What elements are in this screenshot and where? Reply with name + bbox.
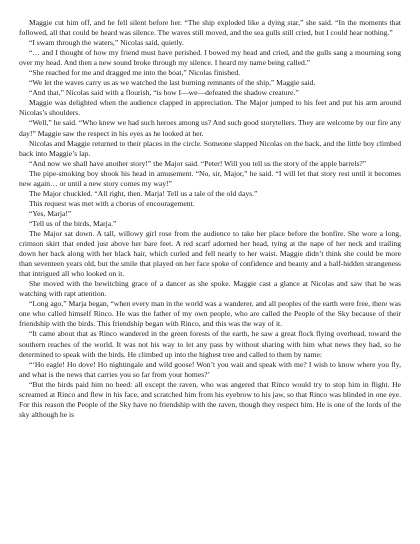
paragraph-17: She moved with the bewitching grace of a dancer as she spoke. Maggie cast a glance at Nicolas and saw that he was watching with rapt attention.: [19, 279, 401, 299]
paragraph-16: The Major sat down. A tall, willowy girl rose from the audience to take her place before the bonfire. She wore a long, crimson skirt that ended just above her bare feet. A red scarf adorned her head, tying at the nape of her neck and trailing down her back along with her black hair, which curled and fell nearly to her waist. Maggie didn’t think she could be more than seventeen years old, but the smile that played on her face spoke of confidence and beauty and a half-hidden strangeness that intrigued all who looked on it.: [19, 228, 401, 279]
paragraph-12: The Major chuckled. “All right, then. Marja! Tell us a tale of the old days.”: [29, 188, 258, 198]
paragraph-18: “Long ago,” Marja began, “when every man in the world was a wanderer, and all peoples of the earth were free, there was one who called himself Rinco. He was the father of my own people, who are called the People of the Sky because of their friendship with the birds. This friendship began with Rinco, and this was the way of it.: [19, 299, 401, 329]
paragraph-9: Nicolas and Maggie returned to their places in the circle. Someone slapped Nicolas on the back, and the little boy climbed back into Maggie’s lap.: [19, 138, 401, 158]
paragraph-6: “And that,” Nicolas said with a flourish, “is how I—we—defeated the shadow creature.”: [29, 88, 299, 98]
paragraph-5: “We let the waves carry us as we watched the last burning remnants of the ship,” Maggie said.: [29, 78, 316, 88]
paragraph-19: “It came about that as Rinco wandered in the green forests of the earth, he saw a great flock flying overhead, toward the southern reaches of the world. It was not his way to let any pass by without sharing with him what news they had, so he determined to speak with the birds. He climbed up into the highest tree and called to them by name:: [19, 329, 401, 359]
paragraph-13: This request was met with a chorus of encouragement.: [29, 198, 195, 208]
paragraph-21: “But the birds paid him no heed: all except the raven, who was angered that Rinco would try to stop him in flight. He screamed at Rinco and flew in his face, and scratched him from his eyebrow to his jaw, so that Rinco was blinded in one eye. For this reason the People of the Sky have no friendship with the raven, though they respect him. He is one of the lords of the sky although he is: [19, 379, 401, 419]
paragraph-8: “Well,” he said. “Who knew we had such heroes among us? And such good storytellers. They are welcome by our fire any day!” Maggie saw the respect in his eyes as he looked at her.: [19, 118, 401, 138]
paragraph-20: “‘Ho eagle! Ho dove! Ho nightingale and wild goose! Won’t you wait and speak with me? I wish to know where you fly, and what is the news that carries you so far from your homes?’: [19, 359, 401, 379]
paragraph-14: “Yes, Marja!”: [29, 208, 72, 218]
paragraph-10: “And now we shall have another story!” the Major said. “Peter! Will you tell us the story of the apple barrels?”: [29, 158, 367, 168]
paragraph-4: “She reached for me and dragged me into the boat,” Nicolas finished.: [29, 68, 241, 78]
paragraph-1: Maggie cut him off, and he fell silent before her. “The ship exploded like a dying star,” she said. “In the moments that followed, all that could be heard was silence. The waves still moved, and the sea gulls still cried, but I could hear nothing.”: [19, 18, 401, 38]
paragraph-7: Maggie was delighted when the audience clapped in appreciation. The Major jumped to his feet and put his arm around Nicolas’s shoulders.: [19, 98, 401, 118]
paragraph-3: “… and I thought of how my friend must have perished. I bowed my head and cried, and the gulls sang a mourning song over my head. And then a new sound broke through my silence. I heard my name being called.”: [19, 48, 401, 68]
paragraph-2: “I swam through the waters,” Nicolas said, quietly.: [29, 38, 184, 48]
paragraph-11: The pipe-smoking boy shook his head in amusement. “No, sir, Major,” he said. “I will let that story rest until it becomes new again… or until a new story comes my way!”: [19, 168, 401, 188]
paragraph-15: “Tell us of the birds, Marja.”: [29, 218, 117, 228]
